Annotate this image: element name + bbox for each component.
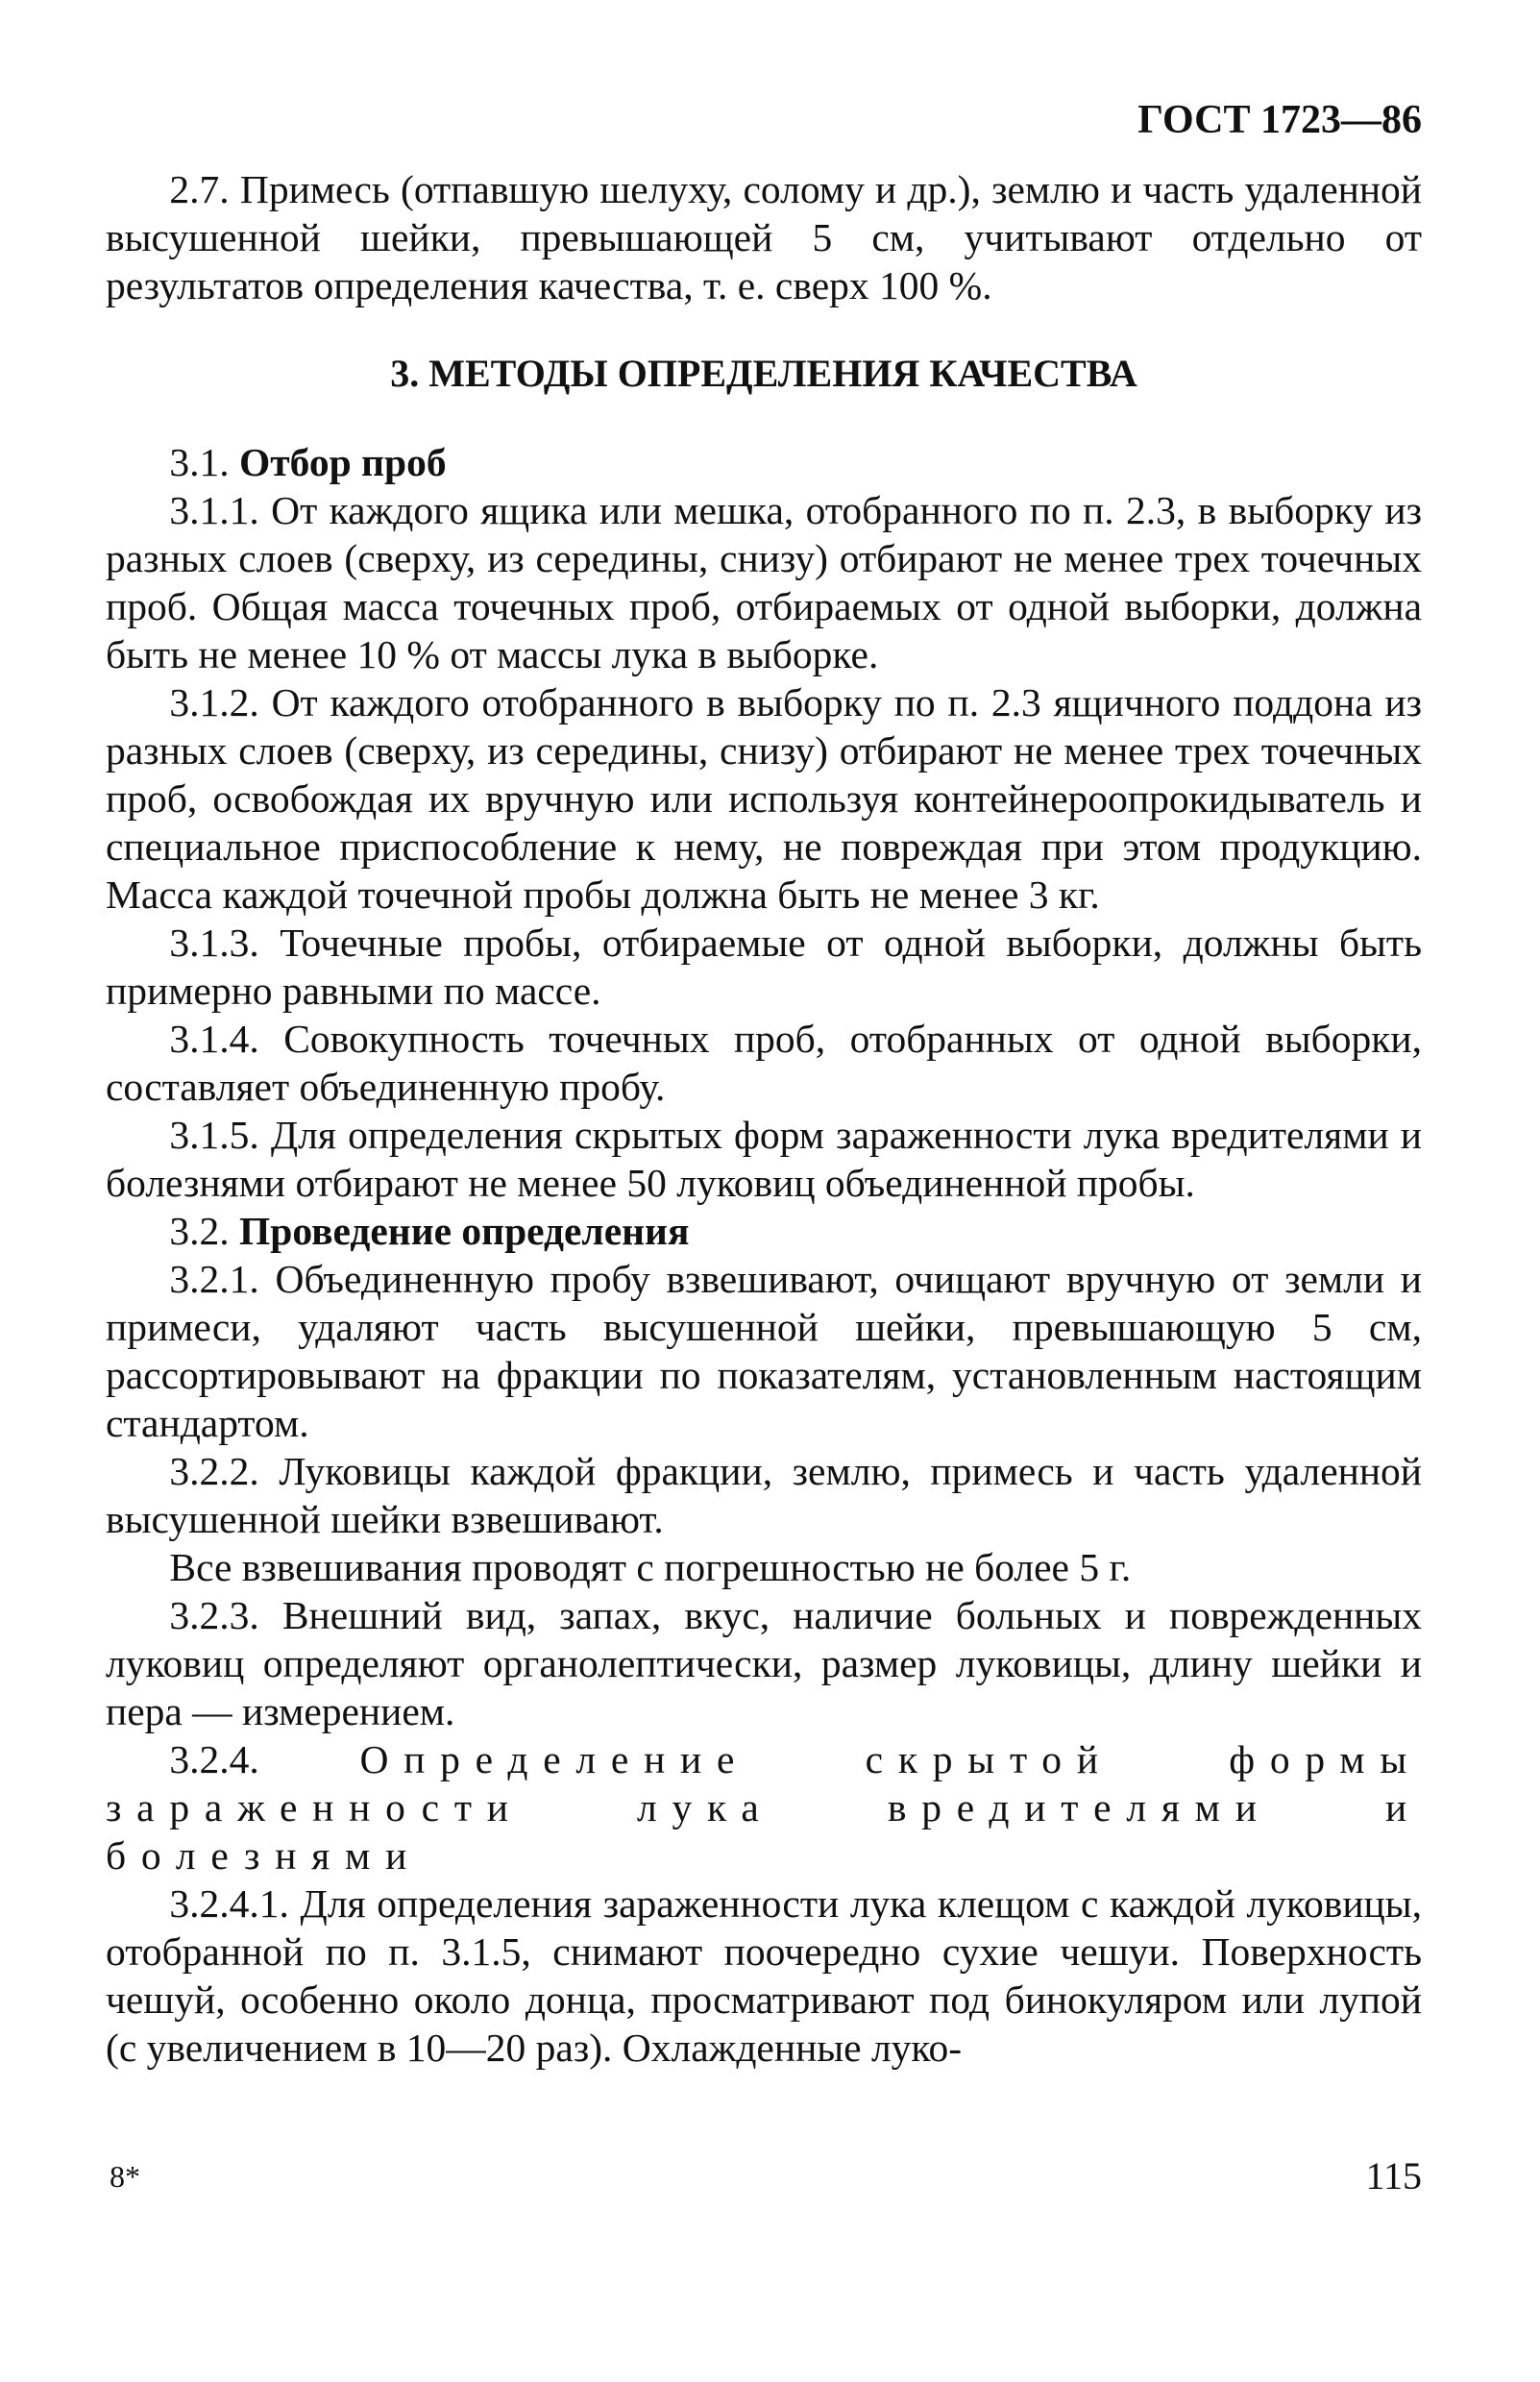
paragraph-3-1-4: 3.1.4. Совокупность точечных проб, отобранных от одной выборки, составляет объединенную пробу. — [106, 1017, 1422, 1109]
paragraph-3-2-1: 3.2.1. Объединенную пробу взвешивают, очищают вручную от земли и примеси, удаляют часть высушенной шейки, превышающую 5 см, рассортировывают на фракции по показателям, установленным настоящим стандартом. — [106, 1257, 1422, 1445]
paragraph-3-2-3: 3.2.3. Внешний вид, запах, вкус, наличие больных и поврежденных луковиц определяют органолептически, размер луковицы, длину шейки и пера — измерением. — [106, 1593, 1422, 1733]
document-page — [106, 96, 1422, 2306]
document-header — [106, 96, 1422, 144]
paragraph-weighing: Все взвешивания проводят с погрешностью не более 5 г. — [169, 1545, 1132, 1589]
paragraph-3-1-3: 3.1.3. Точечные пробы, отбираемые от одной выборки, должны быть примерно равными по массе. — [106, 921, 1422, 1013]
subsection-heading-3-2-4 — [106, 1735, 1422, 1879]
standard-id: ГОСТ 1723—86 — [1137, 98, 1422, 142]
page-number: 115 — [1365, 2154, 1422, 2198]
document-body — [106, 165, 1422, 2072]
section-title: 3. МЕТОДЫ ОПРЕДЕЛЕНИЯ КАЧЕСТВА — [390, 352, 1137, 395]
paragraph-3-1-2: 3.1.2. От каждого отобранного в выборку по п. 2.3 ящичного поддона из разных слоев (сверху, из середины, снизу) отбирают не менее трех точечных проб, освобождая их вручную или используя контейнероопрокидыватель и специальное приспособление к нему, не повреждая при этом продукцию. Масса каждой точечной пробы должна быть не менее 3 кг. — [106, 680, 1422, 917]
paragraph-3-2-2: 3.2.2. Луковицы каждой фракции, землю, примесь и часть удаленной высушенной шейки взвешивают. — [106, 1449, 1422, 1541]
subsection-number: 3.2. — [169, 1209, 230, 1253]
subsection-title-spaced: Определение скрытой формы зараженности лука вредителями и болезнями — [106, 1737, 1422, 1878]
paragraph-3-2-4-1: 3.2.4.1. Для определения зараженности лука клещом с каждой луковицы, отобранной по п. 3.1.5, снимают поочередно сухие чешуи. Поверхность чешуй, особенно около донца, просматривают под бинокуляром или лупой (с увеличением в 10—20 раз). Охлажденные луко- — [106, 1881, 1422, 2070]
subsection-heading-3-2 — [106, 1207, 1422, 1255]
paragraph-3-1-1: 3.1.1. От каждого ящика или мешка, отобранного по п. 2.3, в выборку из разных слоев (сверху, из середины, снизу) отбирают не менее трех точечных проб. Общая масса точечных проб, отбираемых от одной выборки, должна быть не менее 10 % от массы лука в выборке. — [106, 488, 1422, 676]
subsection-number: 3.2.4. — [169, 1737, 259, 1781]
paragraph-3-1-5: 3.1.5. Для определения скрытых форм зараженности лука вредителями и болезнями отбирают не менее 50 луковиц объединенной пробы. — [106, 1113, 1422, 1205]
subsection-number: 3.1. — [169, 440, 230, 484]
subsection-heading-3-1 — [106, 438, 1422, 486]
paragraph-2-7: 2.7. Примесь (отпавшую шелуху, солому и др.), землю и часть удаленной высушенной шейки, превышающей 5 см, учитывают отдельно от результатов определения качества, т. е. сверх 100 %. — [106, 167, 1422, 307]
subsection-title: Отбор проб — [239, 440, 447, 484]
signature-mark: 8* — [110, 2159, 140, 2194]
subsection-title: Проведение определения — [239, 1209, 690, 1253]
